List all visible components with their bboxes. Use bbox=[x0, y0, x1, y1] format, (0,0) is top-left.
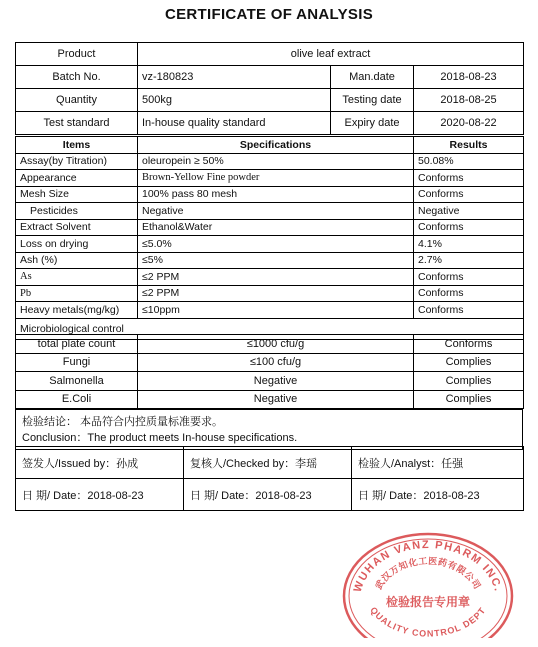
checked-by: 复核人/Checked by：李瑶 bbox=[184, 447, 352, 479]
table-row bbox=[16, 269, 524, 286]
spec-cell: ≤1000 cfu/g bbox=[138, 335, 414, 354]
table-row bbox=[16, 252, 524, 269]
batch-label: Batch No. bbox=[16, 66, 138, 89]
spec-cell: ≤100 cfu/g bbox=[138, 353, 414, 372]
item-cell: Assay(by Titration) bbox=[16, 153, 138, 170]
result-cell: Conforms bbox=[414, 285, 524, 302]
spec-cell: Negative bbox=[138, 390, 414, 409]
item-cell: Loss on drying bbox=[16, 236, 138, 253]
item-cell: Salmonella bbox=[16, 372, 138, 391]
conclusion-table bbox=[15, 409, 523, 450]
quantity-row bbox=[16, 89, 524, 112]
result-cell: Complies bbox=[414, 353, 524, 372]
batch-row bbox=[16, 66, 524, 89]
specifications-table bbox=[15, 136, 524, 340]
spec-cell: Negative bbox=[138, 372, 414, 391]
items-column-header: Items bbox=[16, 137, 138, 154]
test-standard-row bbox=[16, 112, 524, 135]
spec-cell: Negative bbox=[138, 203, 414, 220]
analyst-date: 日 期/ Date：2018-08-23 bbox=[352, 479, 524, 511]
stamp-bottom-text: QUALITY CONTROL DEPT bbox=[368, 605, 488, 638]
signature-row bbox=[16, 447, 524, 479]
table-row bbox=[16, 335, 524, 354]
stamp-inner-ring bbox=[349, 539, 507, 638]
quantity-label: Quantity bbox=[16, 89, 138, 112]
analyst: 检验人/Analyst：任强 bbox=[352, 447, 524, 479]
test-standard-label: Test standard bbox=[16, 112, 138, 135]
spec-cell: ≤10ppm bbox=[138, 302, 414, 319]
stamp-outer-text: WUHAN VANZ PHARM INC. bbox=[351, 538, 505, 594]
result-cell: 2.7% bbox=[414, 252, 524, 269]
product-value: olive leaf extract bbox=[138, 43, 524, 66]
table-row bbox=[16, 353, 524, 372]
conclusion-cn: 检验结论： 本品符合内控质量标准要求。 bbox=[22, 415, 224, 428]
table-row bbox=[16, 372, 524, 391]
result-cell: Conforms bbox=[414, 302, 524, 319]
document-title: CERTIFICATE OF ANALYSIS bbox=[164, 6, 374, 23]
spec-cell: Ethanol&Water bbox=[138, 219, 414, 236]
result-cell: Complies bbox=[414, 390, 524, 409]
item-cell: Extract Solvent bbox=[16, 219, 138, 236]
table-row bbox=[16, 302, 524, 319]
item-cell: As bbox=[16, 269, 138, 286]
result-cell: Conforms bbox=[414, 186, 524, 203]
header-table bbox=[15, 42, 524, 135]
result-cell: Complies bbox=[414, 372, 524, 391]
item-cell: total plate count bbox=[16, 335, 138, 354]
table-row bbox=[16, 203, 524, 220]
table-row bbox=[16, 153, 524, 170]
item-cell: Mesh Size bbox=[16, 186, 138, 203]
spec-cell: ≤5% bbox=[138, 252, 414, 269]
testing-date-label: Testing date bbox=[331, 89, 414, 112]
item-cell: Heavy metals(mg/kg) bbox=[16, 302, 138, 319]
man-date-value: 2018-08-23 bbox=[414, 66, 524, 89]
item-cell: Fungi bbox=[16, 353, 138, 372]
result-cell: Conforms bbox=[414, 170, 524, 187]
man-date-label: Man.date bbox=[331, 66, 414, 89]
issued-date: 日 期/ Date：2018-08-23 bbox=[16, 479, 184, 511]
signature-table bbox=[15, 446, 524, 511]
result-cell: Conforms bbox=[414, 219, 524, 236]
table-row bbox=[16, 285, 524, 302]
stamp-center-text: 检验报告专用章 bbox=[385, 595, 471, 609]
table-row bbox=[16, 219, 524, 236]
table-row bbox=[16, 236, 524, 253]
result-cell: 50.08% bbox=[414, 153, 524, 170]
expiry-label: Expiry date bbox=[331, 112, 414, 135]
results-column-header: Results bbox=[414, 137, 524, 154]
expiry-value: 2020-08-22 bbox=[414, 112, 524, 135]
quantity-value: 500kg bbox=[138, 89, 331, 112]
specifications-column-header: Specifications bbox=[138, 137, 414, 154]
batch-value: vz-180823 bbox=[138, 66, 331, 89]
item-cell: Pesticides bbox=[16, 203, 138, 220]
item-cell: E.Coli bbox=[16, 390, 138, 409]
spec-cell: ≤2 PPM bbox=[138, 285, 414, 302]
product-label: Product bbox=[16, 43, 138, 66]
result-cell: 4.1% bbox=[414, 236, 524, 253]
result-cell: Negative bbox=[414, 203, 524, 220]
spec-cell: 100% pass 80 mesh bbox=[138, 186, 414, 203]
columns-header-row bbox=[16, 137, 524, 154]
issued-by: 签发人/Issued by：孙成 bbox=[16, 447, 184, 479]
testing-date-value: 2018-08-25 bbox=[414, 89, 524, 112]
quality-control-stamp bbox=[338, 528, 518, 638]
result-cell: Conforms bbox=[414, 335, 524, 354]
date-row bbox=[16, 479, 524, 511]
product-row bbox=[16, 43, 524, 66]
table-row bbox=[16, 170, 524, 187]
micro-heading: Microbiological control bbox=[16, 318, 524, 339]
table-row bbox=[16, 186, 524, 203]
spec-cell: Brown-Yellow Fine powder bbox=[138, 170, 414, 187]
item-cell: Ash (%) bbox=[16, 252, 138, 269]
microbiological-table bbox=[15, 334, 524, 409]
conclusion-cell bbox=[16, 410, 523, 450]
checked-date: 日 期/ Date：2018-08-23 bbox=[184, 479, 352, 511]
conclusion-en: Conclusion：The product meets In-house specifications. bbox=[22, 431, 298, 444]
item-cell: Pb bbox=[16, 285, 138, 302]
spec-cell: ≤5.0% bbox=[138, 236, 414, 253]
stamp-company-cn: 武汉万知化工医药有限公司 bbox=[373, 555, 483, 592]
table-row bbox=[16, 390, 524, 409]
result-cell: Conforms bbox=[414, 269, 524, 286]
spec-cell: ≤2 PPM bbox=[138, 269, 414, 286]
spec-cell: oleuropein ≥ 50% bbox=[138, 153, 414, 170]
svg-text:QUALITY CONTROL DEPT bbox=[368, 605, 488, 638]
item-cell: Appearance bbox=[16, 170, 138, 187]
test-standard-value: In-house quality standard bbox=[138, 112, 331, 135]
